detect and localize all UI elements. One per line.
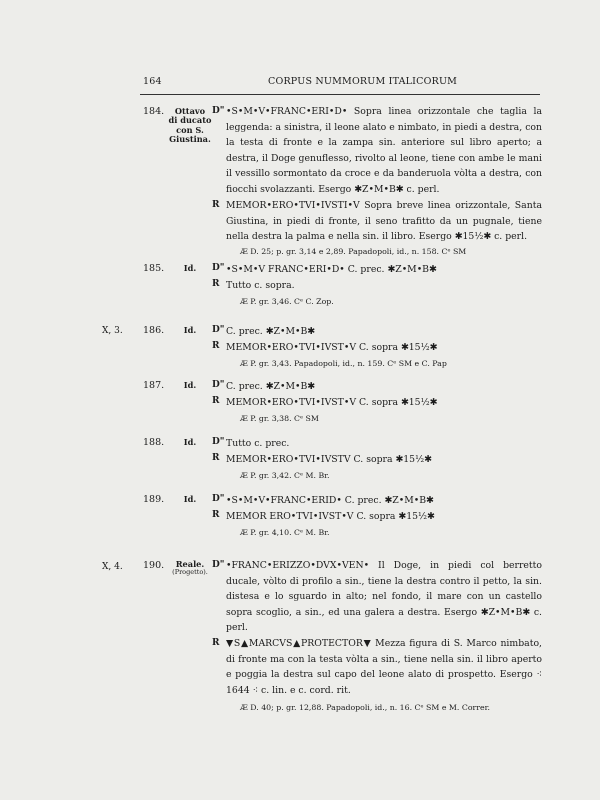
coin-description: Id. [183,380,197,390]
obverse-text: •FRANC•ERIZZO•DVX•VEN• Il Doge, in piedi col berretto ducale, vòlto di profilo a sin., tiene la destra contro il petto, la sin. distesa e lo sguardo in alto; nel fondo, il mare con un castello sopra scoglio, a sin., ed una galera a destra. Esergo ✱Z•M•B✱ c. perl. [226,560,542,633]
reference-line: Æ P. gr. 3,43. Papadopoli, id., n. 159. Cᵉ SM e C. Pap [240,359,447,368]
reference-line: Æ P. gr. 3,46. Cᵉ C. Zop. [240,297,334,306]
entry-number: 184. [143,106,165,117]
obverse-mark: D" [212,106,225,116]
reverse-mark: R [212,200,220,210]
plate-reference: X, 3. [102,326,123,336]
obverse-mark: D" [212,325,225,335]
entry-number: 188. [143,437,165,448]
obverse-text: Tutto c. prec. [226,438,290,449]
reverse-text: Tutto c. sopra. [226,280,295,291]
coin-description: Id. [183,494,197,504]
coin-description: Id. [183,325,197,335]
obverse-mark: D" [212,494,225,504]
reference-line: Æ P. gr. 3,42. Cᵉ M. Br. [240,471,330,480]
coin-description [165,560,215,577]
entry-number: 189. [143,494,165,505]
entry-number: 187. [143,380,165,391]
obverse-text: •S•M•V•FRANC•ERID• C. prec. ✱Z•M•B✱ [226,495,434,506]
desc-line-2: (Progetto). [172,568,208,577]
coin-description [165,107,215,145]
reverse-mark: R [212,396,220,406]
entry-number: 186. [143,325,165,336]
reverse-mark: R [212,279,220,289]
reverse-text: MEMOR•ERO•TVI•IVSTI•V Sopra breve linea orizzontale, Santa Giustina, in piedi di fronte, il seno trafitto da un pugnale, tiene nella destra la palma e nella sin. il libro. Esergo ✱15½✱ c. perl. [226,200,542,242]
reverse-text: MEMOR•ERO•TVI•IVST•V C. sopra ✱15½✱ [226,342,438,353]
coin-description: Id. [183,437,197,447]
reference-line: Æ P. gr. 3,38. Cᵉ SM [240,414,319,423]
obverse-mark: D" [212,380,225,390]
running-title: CORPUS NUMMORUM ITALICORUM [268,76,458,87]
reverse-text: MEMOR•ERO•TVI•IVST•V C. sopra ✱15½✱ [226,397,438,408]
reference-line: Æ D. 25; p. gr. 3,14 e 2,89. Papadopoli, id., n. 158. Cᵉ SM [240,247,467,256]
entry-number: 190. [143,560,165,571]
obverse-mark: D" [212,437,225,447]
obverse-text: •S•M•V•FRANC•ERI•D• Sopra linea orizzontale che taglia la leggenda: a sinistra, il leone alato e nimbato, in piedi a destra, con la testa di fronte e la zampa sin. anteriore sul libro aperto; a destra, il Doge genuflesso, rivolto al leone, tiene con ambe le mani il vessillo sormontato da croce e da banderuola vòlta a destra, con fiocchi svolazzanti. Esergo ✱Z•M•B✱ c. perl. [226,106,542,195]
entry-number: 185. [143,263,165,274]
reverse-mark: R [212,638,220,648]
reverse-mark: R [212,510,220,520]
obverse-mark: D" [212,263,225,273]
header-rule [140,94,540,95]
plate-reference: X, 4. [102,562,123,572]
obverse-text: C. prec. ✱Z•M•B✱ [226,381,316,392]
desc-line-1: Reale. [175,559,205,569]
desc-line-1: Ottavo [174,106,206,116]
desc-line-3: con S. Giustina. [169,124,211,145]
reverse-text: MEMOR ERO•TVI•IVST•V C. sopra ✱15½✱ [226,511,435,522]
reverse-mark: R [212,341,220,351]
reference-line: Æ D. 40; p. gr. 12,88. Papadopoli, id., n. 16. Cᵉ SM e M. Correr. [240,703,490,712]
page-number: 164 [143,76,162,87]
reverse-text: ▼S▲MARCVS▲PROTECTOR▼ Mezza figura di S. Marco nimbato, di fronte ma con la testa vòlta a sin., tiene nella sin. il libro aperto e poggia la destra sul capo del leone alato di prospetto. Esergo ⁖ 1644 ⁖ c. lin. e c. cord. rit. [226,638,542,696]
obverse-text: •S•M•V FRANC•ERI•D• C. prec. ✱Z•M•B✱ [226,264,437,275]
obverse-mark: D" [212,560,225,570]
reverse-text: MEMOR•ERO•TVI•IVSTV C. sopra ✱15½✱ [226,454,432,465]
desc-line-2: di ducato [168,115,212,126]
obverse-text: C. prec. ✱Z•M•B✱ [226,326,316,337]
reverse-mark: R [212,453,220,463]
coin-description: Id. [183,263,197,273]
reference-line: Æ P. gr. 4,10. Cᵉ M. Br. [240,528,330,537]
